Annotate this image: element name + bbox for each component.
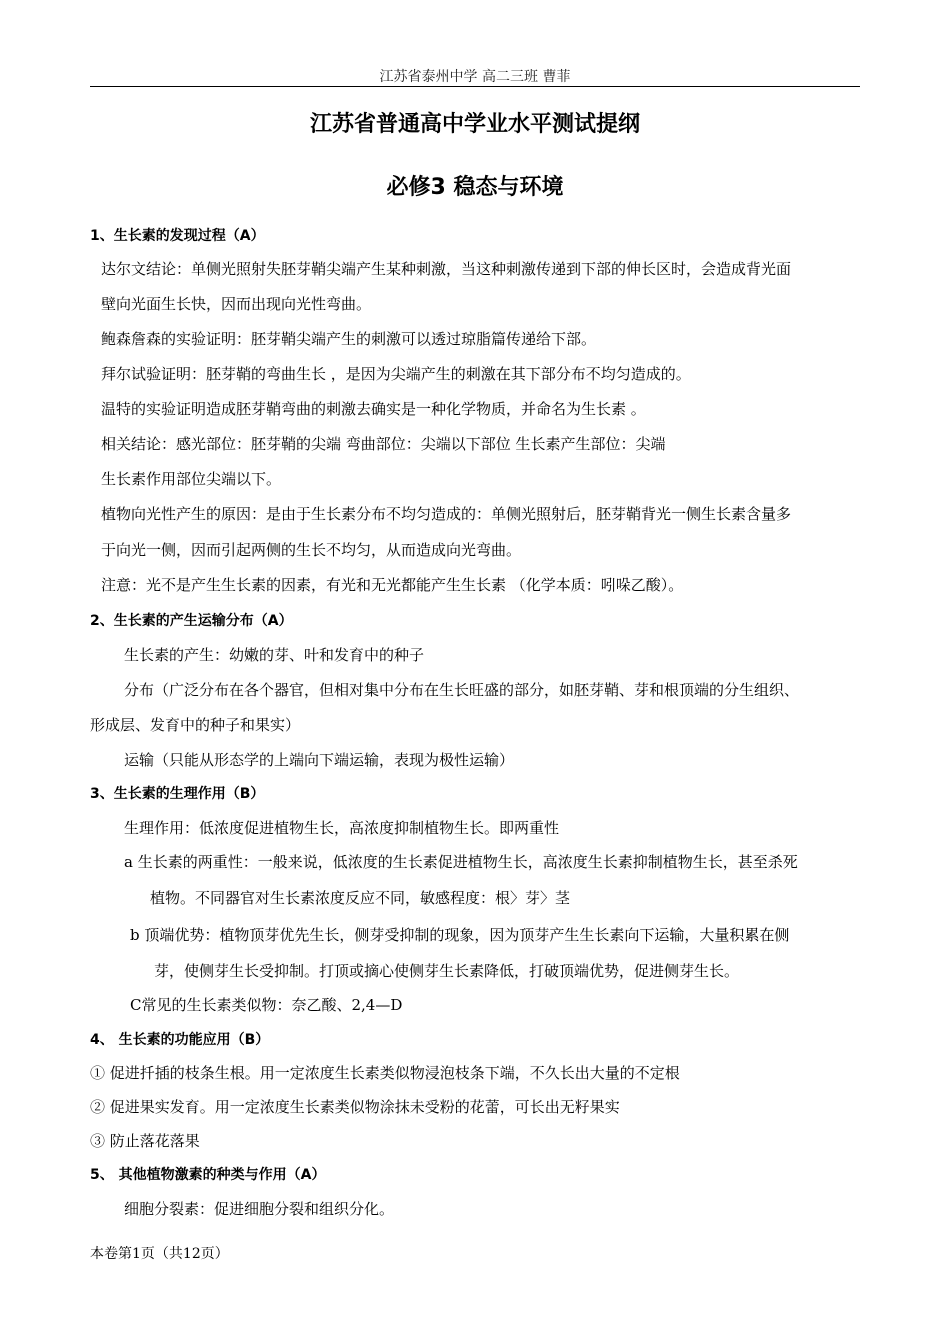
paragraph-line: 于向光一侧，因而引起两侧的生长不均匀，从而造成向光弯曲。 (101, 541, 522, 559)
paragraph-line: 生长素的产生：幼嫩的芽、叶和发育中的种子 (124, 646, 425, 664)
header-rule (90, 86, 860, 87)
document-title: 江苏省普通高中学业水平测试提纲 (309, 112, 640, 137)
paragraph-line: ① 促进扦插的枝条生根。用一定浓度生长素类似物浸泡枝条下端，不久长出大量的不定根 (90, 1064, 680, 1082)
document-subtitle: 必修3 稳态与环境 (386, 175, 564, 200)
paragraph-line: 生理作用：低浓度促进植物生长，高浓度抑制植物生长。即两重性 (124, 819, 560, 837)
paragraph-line: 温特的实验证明造成胚芽鞘弯曲的刺激去确实是一种化学物质，并命名为生长素 。 (101, 400, 646, 418)
paragraph-line: 相关结论：感光部位：胚芽鞘的尖端 弯曲部位：尖端以下部位 生长素产生部位：尖端 (101, 435, 666, 453)
page-header: 江苏省泰州中学 高二三班 曹菲 (379, 69, 571, 85)
page-footer: 本卷第1页（共12页） (90, 1246, 229, 1262)
paragraph-line: C常见的生长素类似物：奈乙酸、2,4—D (130, 996, 403, 1014)
paragraph-line: 注意：光不是产生生长素的因素，有光和无光都能产生生长素 （化学本质：吲哚乙酸）。 (101, 576, 684, 594)
paragraph-line: ③ 防止落花落果 (90, 1132, 200, 1150)
paragraph-line: 植物。不同器官对生长素浓度反应不同，敏感程度：根〉芽〉茎 (150, 889, 571, 907)
section-heading-1: 1、生长素的发现过程（A） (90, 228, 265, 244)
paragraph-line: 壁向光面生长快，因而出现向光性弯曲。 (101, 295, 372, 313)
paragraph-line: 拜尔试验证明：胚芽鞘的弯曲生长 ，是因为尖端产生的刺激在其下部分布不均匀造成的。 (101, 365, 691, 383)
paragraph-line: 细胞分裂素：促进细胞分裂和组织分化。 (124, 1200, 395, 1218)
section-heading-4: 4、 生长素的功能应用（B） (90, 1032, 270, 1048)
paragraph-line: 生长素作用部位尖端以下。 (101, 470, 282, 488)
section-heading-3: 3、生长素的生理作用（B） (90, 786, 265, 802)
section-heading-2: 2、生长素的产生运输分布（A） (90, 613, 293, 629)
paragraph-line: 芽，使侧芽生长受抑制。打顶或摘心使侧芽生长素降低，打破顶端优势，促进侧芽生长。 (154, 962, 740, 980)
paragraph-line: 形成层、发育中的种子和果实） (90, 716, 301, 734)
paragraph-line: ② 促进果实发育。用一定浓度生长素类似物涂抹未受粉的花蕾，可长出无籽果实 (90, 1098, 620, 1116)
paragraph-line: b 顶端优势：植物顶芽优先生长，侧芽受抑制的现象，因为顶芽产生生长素向下运输，大量积累在侧 (130, 926, 790, 944)
paragraph-line: 鲍森詹森的实验证明：胚芽鞘尖端产生的刺激可以透过琼脂篇传递给下部。 (101, 330, 597, 348)
section-heading-5: 5、 其他植物激素的种类与作用（A） (90, 1167, 326, 1183)
paragraph-line: 植物向光性产生的原因：是由于生长素分布不均匀造成的：单侧光照射后，胚芽鞘背光一侧生长素含量多 (101, 505, 792, 523)
paragraph-line: 分布（广泛分布在各个器官，但相对集中分布在生长旺盛的部分，如胚芽鞘、芽和根顶端的分生组织、 (124, 681, 800, 699)
paragraph-line: 达尔文结论：单侧光照射失胚芽鞘尖端产生某种刺激，当这种刺激传递到下部的伸长区时，会造成背光面 (101, 260, 792, 278)
paragraph-line: a 生长素的两重性：一般来说，低浓度的生长素促进植物生长，高浓度生长素抑制植物生长，甚至杀死 (124, 853, 798, 871)
paragraph-line: 运输（只能从形态学的上端向下端运输，表现为极性运输） (124, 751, 515, 769)
